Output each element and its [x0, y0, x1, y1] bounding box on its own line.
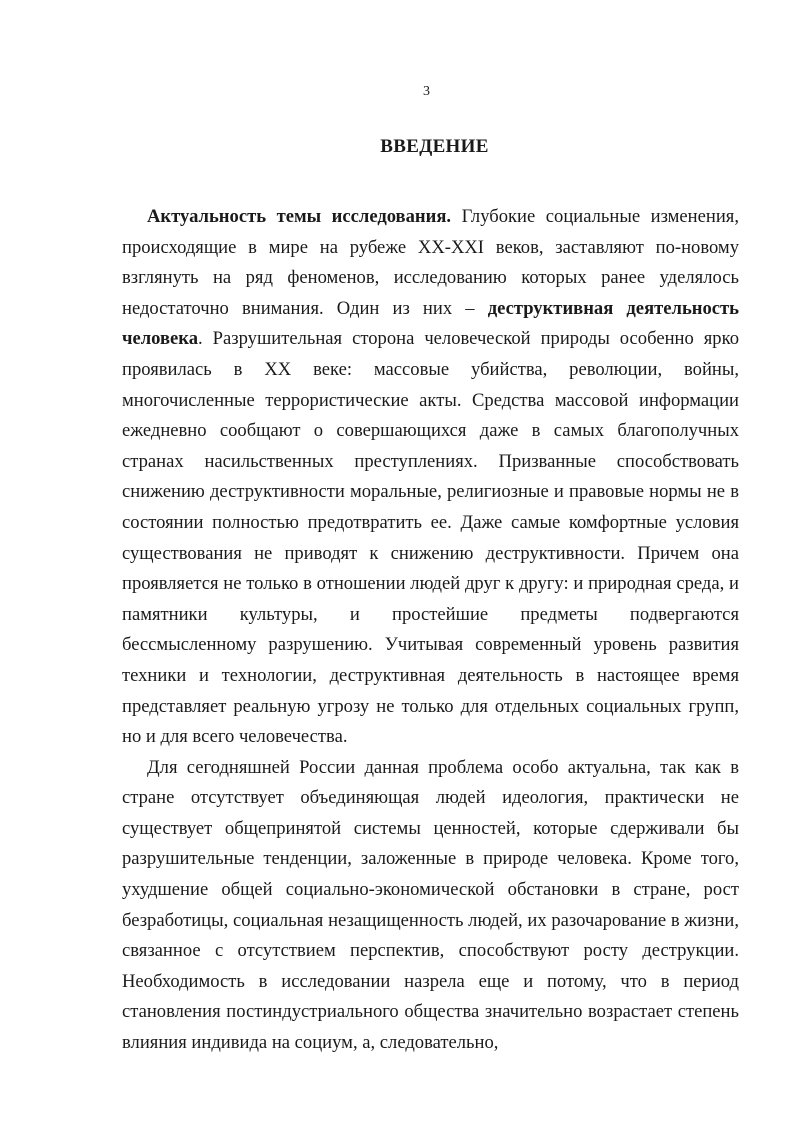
paragraph-text: . Разрушительная сторона человеческой природы особенно ярко проявилась в XX веке: массовые убийства, революции, войны, многочисленные террористические акты. Средства массовой информации ежедневно сообщают о совершающихся даже в самых благополучных странах насильственных преступлениях. Призванные способствовать снижению деструктивности моральные, религиозные и правовые нормы не в состоянии полностью предотвратить ее. Даже самые комфортные условия существования не приводят к снижению деструктивности. Причем она проявляется не только в отношении людей друг к другу: и природная среда, и памятники культуры, и простейшие предметы подвергаются бессмысленному разрушению. Учитывая современный уровень развития техники и технологии, деструктивная деятельность в настоящее время представляет реальную угрозу не только для отдельных социальных групп, но и для всего человечества. — [122, 328, 739, 748]
bold-term: деструктивная деятельность человека — [122, 297, 740, 350]
paragraph-russia — [122, 753, 739, 1059]
paragraph-relevance — [122, 202, 739, 753]
paragraph-text: Для сегодняшней России данная проблема особо актуальна, так как в стране отсутствует объединяющая людей идеология, практически не существует общепринятой системы ценностей, которые сдерживали бы разрушительные тенденции, заложенные в природе человека. Кроме того, ухудшение общей социально-экономической обстановки в стране, рост безработицы, социальная незащищенность людей, их разочарование в жизни, связанное с отсутствием перспектив, способствуют росту деструкции. Необходимость в исследовании назрела еще и потому, что в период становления постиндустриального общества значительно возрастает степень влияния индивида на социум, а, следовательно, — [122, 756, 739, 1054]
page-number: 3 — [423, 84, 430, 99]
lead-bold-phrase: Актуальность темы исследования. — [147, 206, 452, 227]
paragraph-text: Глубокие социальные изменения, происходящие в мире на рубеже XX-XXI веков, заставляют по-новому взглянуть на ряд феноменов, исследованию которых ранее уделялось недостаточно внимания. Один из них – — [122, 206, 739, 319]
section-heading: ВВЕДЕНИЕ — [380, 136, 489, 157]
body-text — [122, 202, 739, 1059]
